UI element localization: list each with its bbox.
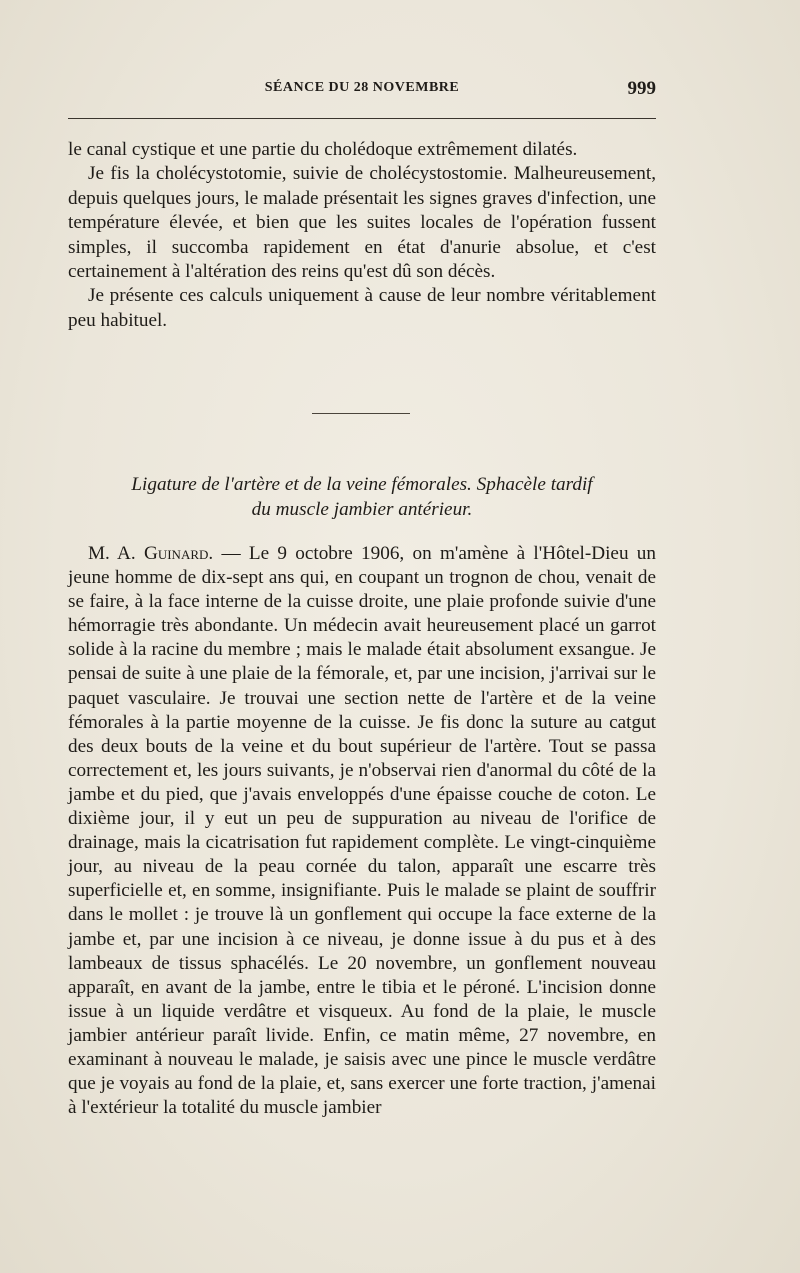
paragraph-1: le canal cystique et une partie du cholédoque extrêmement dilatés. bbox=[68, 139, 578, 160]
paragraph-3: Je présente ces calculs uniquement à cause de leur nombre véritablement peu habituel. bbox=[68, 285, 656, 331]
article-body bbox=[68, 542, 656, 1120]
author-name: M. A. Guinard. bbox=[88, 543, 214, 564]
header-rule bbox=[68, 118, 656, 119]
article-body-text: — Le 9 octobre 1906, on m'amène à l'Hôtel-Dieu un jeune homme de dix-sept ans qui, en coupant un trognon de chou, venait de se faire, à la face interne de la cuisse droite, une plaie profonde suivie d'une hémorragie très abondante. Un médecin avait heureusement placé un garrot solide à la racine du membre ; mais le malade était absolument exsangue. Je pensai de suite à une plaie de la fémorale, et, par une incision, j'arrivai sur le paquet vasculaire. Je trouvai une section nette de l'artère et de la veine fémorales à la partie moyenne de la cuisse. Je fis donc la suture au catgut des deux bouts de la veine et du bout supérieur de l'artère. Tout se passa correctement et, les jours suivants, je n'observai rien d'anormal du côté de la jambe et du pied, que j'avais enveloppés d'une épaisse couche de coton. Le dixième jour, il y eut un peu de suppuration au niveau de l'orifice de drainage, mais la cicatrisation fut rapidement complète. Le vingt-cinquième jour, au niveau de la peau cornée du talon, apparaît une escarre très superficielle et, en somme, insignifiante. Puis le malade se plaint de souffrir dans le mollet : je trouve là un gonflement qui occupe la face externe de la jambe et, par une incision à ce niveau, je donne issue à du pus et à des lambeaux de tissus sphacélés. Le 20 novembre, un gonflement nouveau apparaît, en avant de la jambe, entre le tibia et le péroné. L'incision donne issue à un liquide verdâtre et visqueux. Au fond de la plaie, le muscle jambier antérieur paraît livide. Enfin, ce matin même, 27 novembre, en examinant à nouveau le malade, je saisis avec une pince le muscle verdâtre que je voyais au fond de la plaie, et, sans exercer une forte traction, j'amenai à l'extérieur la totalité du muscle jambier bbox=[68, 543, 656, 1119]
page-number: 999 bbox=[627, 78, 656, 99]
continuation-text bbox=[68, 138, 656, 333]
paragraph-2: Je fis la cholécystotomie, suivie de cholécystostomie. Malheureusement, depuis quelques jours, le malade présentait les signes graves d'infection, une température élevée, et bien que les suites locales de l'opération fussent simples, il succomba rapidement en état d'anurie absolue, et c'est certainement à l'altération des reins qu'est dû son décès. bbox=[68, 163, 656, 283]
article-title-line-1: Ligature de l'artère et de la veine fémorales. Sphacèle tardif bbox=[131, 474, 593, 495]
running-title: SÉANCE DU 28 NOVEMBRE bbox=[264, 80, 460, 95]
article-title-line-2: du muscle jambier antérieur. bbox=[251, 499, 473, 520]
article-paragraph bbox=[68, 542, 656, 1120]
page-header bbox=[68, 76, 656, 106]
section-separator bbox=[312, 413, 410, 414]
article-title bbox=[68, 472, 656, 522]
